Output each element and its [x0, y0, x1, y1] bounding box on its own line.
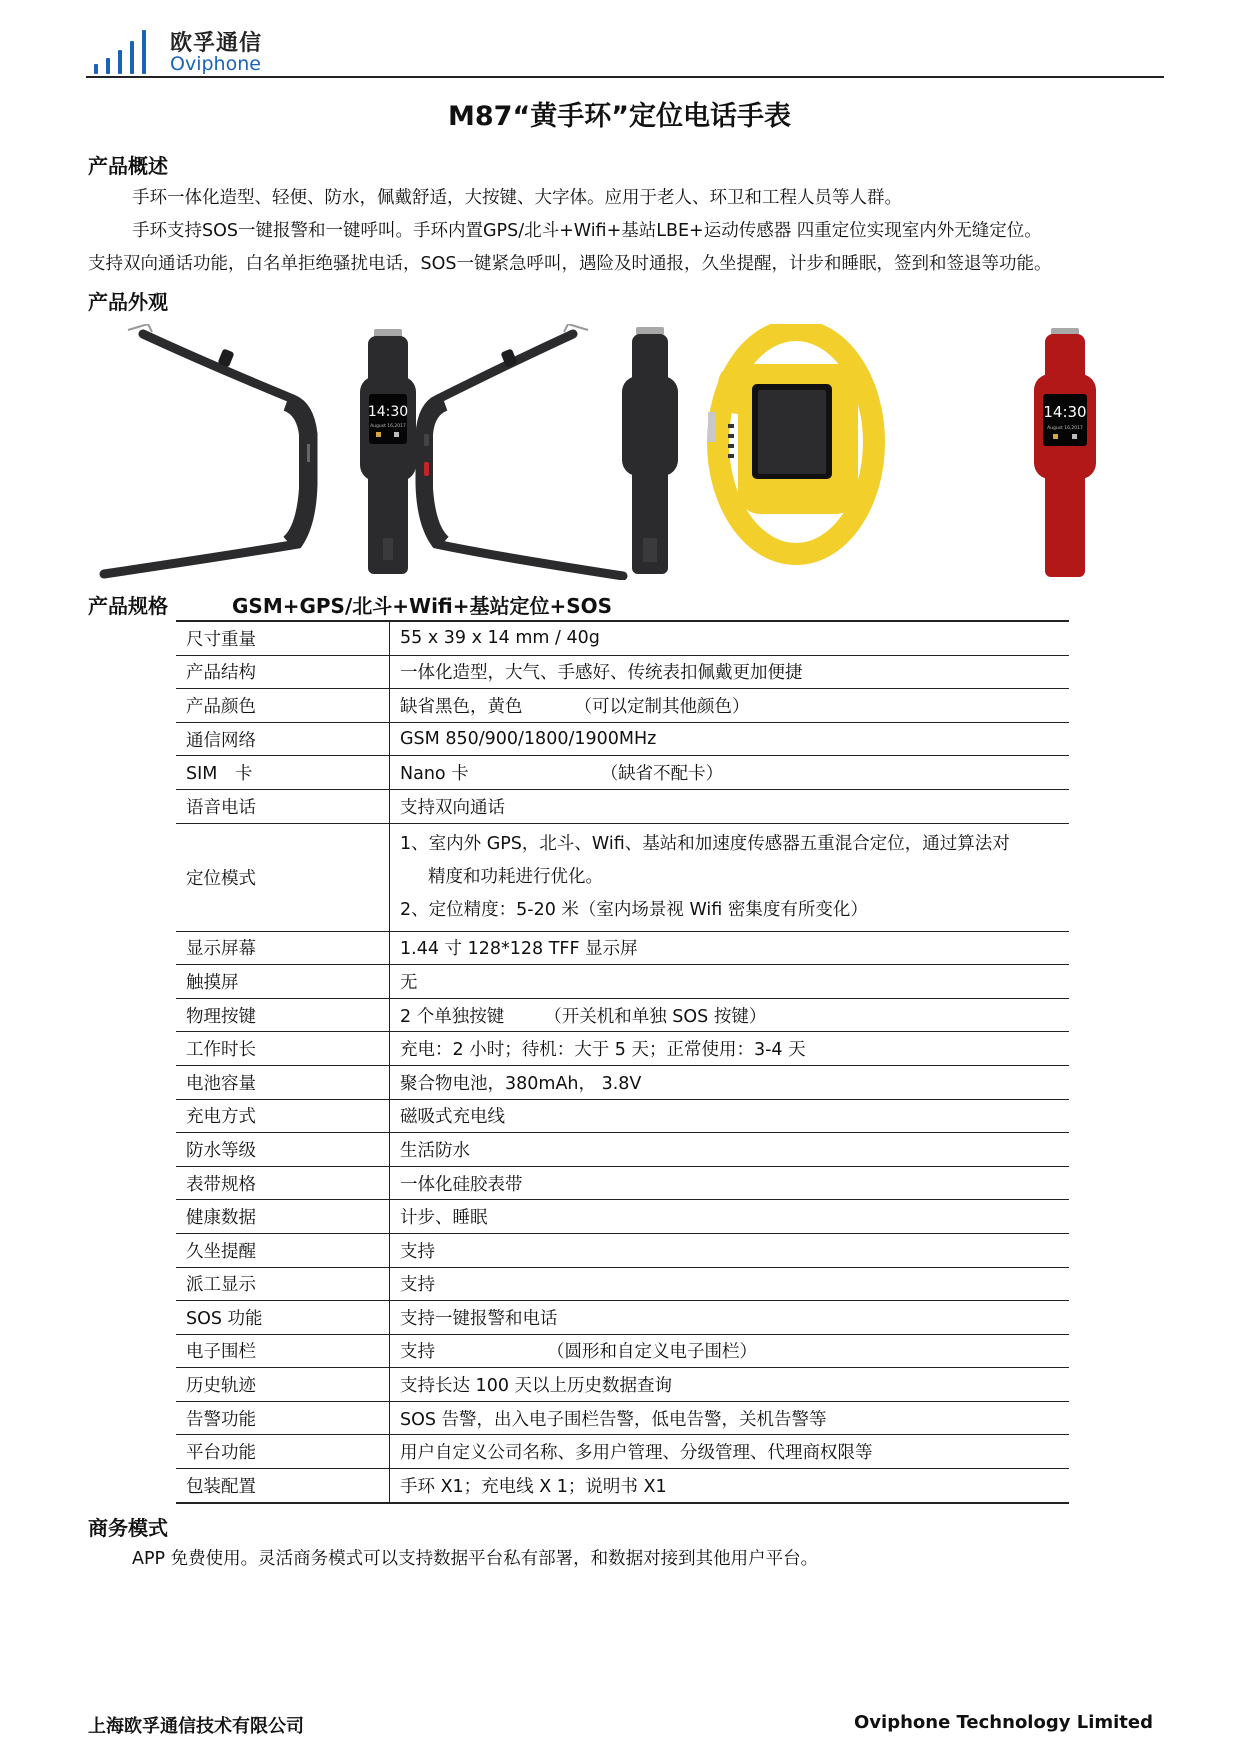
spec-value: 支持 [390, 1233, 1070, 1267]
spec-label: 通信网络 [176, 722, 390, 756]
table-row [176, 756, 1069, 790]
table-row [176, 621, 1069, 655]
spec-value-cell [390, 756, 1070, 790]
spec-value-cell [390, 998, 1070, 1032]
overview-line-2: 手环支持SOS一键报警和一键呼叫。手环内置GPS/北斗+Wifi+基站LBE+运动传感器 四重定位实现室内外无缝定位。 [132, 221, 1042, 241]
specs-heading: 产品规格 [88, 594, 168, 618]
table-row [176, 789, 1069, 823]
spec-value: 一体化造型，大气、手感好、传统表扣佩戴更加便捷 [390, 655, 1070, 689]
spec-label: 尺寸重量 [176, 621, 390, 655]
overview-heading: 产品概述 [88, 154, 168, 178]
spec-label: 语音电话 [176, 789, 390, 823]
watch-side-view-right [420, 324, 623, 576]
spec-label: 产品颜色 [176, 689, 390, 723]
table-row [176, 655, 1069, 689]
header-divider [86, 76, 1164, 78]
spec-value: 一体化硅胶表带 [390, 1166, 1070, 1200]
spec-value: 缺省黑色，黄色 [400, 696, 523, 717]
table-row [176, 1133, 1069, 1167]
table-row [176, 1099, 1069, 1133]
spec-value: 生活防水 [390, 1133, 1070, 1167]
watch-side-view-left [104, 324, 313, 574]
spec-value: SOS 告警，出入电子围栏告警，低电告警，关机告警等 [390, 1401, 1070, 1435]
table-row [176, 689, 1069, 723]
table-row [176, 722, 1069, 756]
table-row [176, 1435, 1069, 1469]
spec-label: 触摸屏 [176, 965, 390, 999]
spec-value: 支持双向通话 [390, 789, 1070, 823]
logo-english-name: Oviphone [170, 53, 261, 75]
spec-label: 电池容量 [176, 1065, 390, 1099]
spec-label: 包装配置 [176, 1469, 390, 1503]
specs-subtitle: GSM+GPS/北斗+Wifi+基站定位+SOS [232, 594, 613, 618]
spec-value-cell [390, 823, 1070, 931]
spec-note: （可以定制其他颜色） [574, 696, 750, 717]
spec-label: 电子围栏 [176, 1334, 390, 1368]
spec-value: 无 [390, 965, 1070, 999]
spec-label: 告警功能 [176, 1401, 390, 1435]
spec-value: 聚合物电池，380mAh， 3.8V [390, 1065, 1070, 1099]
table-row [176, 1233, 1069, 1267]
signal-bars-icon [92, 30, 144, 74]
watch-yellow [708, 330, 874, 554]
table-row [176, 1334, 1069, 1368]
sos-key-icon [424, 462, 429, 476]
overview-line-3: 支持双向通话功能，白名单拒绝骚扰电话，SOS一键紧急呼叫，遇险及时通报，久坐提醒，计步和睡眠，签到和签退等功能。 [88, 254, 1052, 274]
spec-value: 支持 [390, 1267, 1070, 1301]
watch-red [1034, 328, 1096, 577]
spec-label: 久坐提醒 [176, 1233, 390, 1267]
table-row [176, 1200, 1069, 1234]
business-heading: 商务模式 [88, 1516, 168, 1540]
spec-value: 计步、睡眠 [390, 1200, 1070, 1234]
table-row [176, 1166, 1069, 1200]
table-row [176, 965, 1069, 999]
spec-value: 支持一键报警和电话 [390, 1301, 1070, 1335]
spec-value-cell [390, 689, 1070, 723]
watch-screen-date: August 16,2017 [370, 424, 406, 429]
spec-value: 2 个单独按键 [400, 1006, 505, 1027]
spec-value-line: 精度和功耗进行优化。 [428, 866, 603, 887]
specs-table [176, 620, 1069, 1504]
product-gallery [88, 324, 1128, 580]
appearance-heading: 产品外观 [88, 290, 168, 314]
table-row [176, 1469, 1069, 1503]
table-row [176, 998, 1069, 1032]
overview-line-1: 手环一体化造型、轻便、防水，佩戴舒适，大按键、大字体。应用于老人、环卫和工程人员等人群。 [132, 188, 902, 208]
footer-company-en: Oviphone Technology Limited [853, 1712, 1153, 1733]
spec-value: 用户自定义公司名称、多用户管理、分级管理、代理商权限等 [390, 1435, 1070, 1469]
spec-label: 防水等级 [176, 1133, 390, 1167]
spec-label: SIM 卡 [176, 756, 390, 790]
table-row [176, 1301, 1069, 1335]
spec-label: 派工显示 [176, 1267, 390, 1301]
spec-label: 工作时长 [176, 1032, 390, 1066]
spec-note: （圆形和自定义电子围栏） [547, 1342, 757, 1363]
spec-label: 平台功能 [176, 1435, 390, 1469]
footer-company-cn: 上海欧孚通信技术有限公司 [88, 1716, 304, 1737]
spec-value: 充电：2 小时；待机：大于 5 天；正常使用：3-4 天 [390, 1032, 1070, 1066]
spec-label: 显示屏幕 [176, 931, 390, 965]
spec-label: 产品结构 [176, 655, 390, 689]
spec-value: Nano 卡 [400, 764, 469, 785]
table-row [176, 1032, 1069, 1066]
spec-value: 手环 X1；充电线 X 1；说明书 X1 [390, 1469, 1070, 1503]
spec-value-line: 1、室内外 GPS，北斗、Wifi、基站和加速度传感器五重混合定位，通过算法对 [400, 833, 1010, 854]
table-row [176, 1401, 1069, 1435]
business-text: APP 免费使用。灵活商务模式可以支持数据平台私有部署，和数据对接到其他用户平台。 [132, 1549, 819, 1569]
spec-label: 定位模式 [176, 823, 390, 931]
document-title: M87“黄手环”定位电话手表 [448, 101, 791, 132]
spec-value: GSM 850/900/1800/1900MHz [390, 722, 1070, 756]
spec-label: 健康数据 [176, 1200, 390, 1234]
spec-label: 充电方式 [176, 1099, 390, 1133]
watch-red-screen-date: August 16,2017 [1047, 426, 1083, 431]
company-logo [92, 26, 292, 78]
spec-value: 支持 [400, 1342, 435, 1363]
spec-label: 物理按键 [176, 998, 390, 1032]
spec-value: 支持长达 100 天以上历史数据查询 [390, 1368, 1070, 1402]
watch-red-screen-time: 14:30 [1043, 403, 1087, 421]
table-row [176, 1368, 1069, 1402]
table-row [176, 823, 1069, 931]
spec-value: 1.44 寸 128*128 TFF 显示屏 [390, 931, 1070, 965]
spec-note: （开关机和单独 SOS 按键） [544, 1006, 767, 1027]
spec-label: 历史轨迹 [176, 1368, 390, 1402]
spec-value-line: 2、定位精度：5-20 米（室内场景视 Wifi 密集度有所变化） [400, 899, 868, 920]
spec-value: 磁吸式充电线 [390, 1099, 1070, 1133]
spec-note: （缺省不配卡） [600, 764, 724, 785]
table-row [176, 931, 1069, 965]
watch-back-black [622, 327, 678, 574]
spec-value-cell [390, 1334, 1070, 1368]
watch-screen-time: 14:30 [367, 404, 409, 420]
spec-value: 55 x 39 x 14 mm / 40g [390, 621, 1070, 655]
logo-chinese-name: 欧孚通信 [170, 31, 263, 56]
spec-label: 表带规格 [176, 1166, 390, 1200]
spec-label: SOS 功能 [176, 1301, 390, 1335]
watch-front-black [360, 329, 416, 574]
table-row [176, 1065, 1069, 1099]
table-row [176, 1267, 1069, 1301]
